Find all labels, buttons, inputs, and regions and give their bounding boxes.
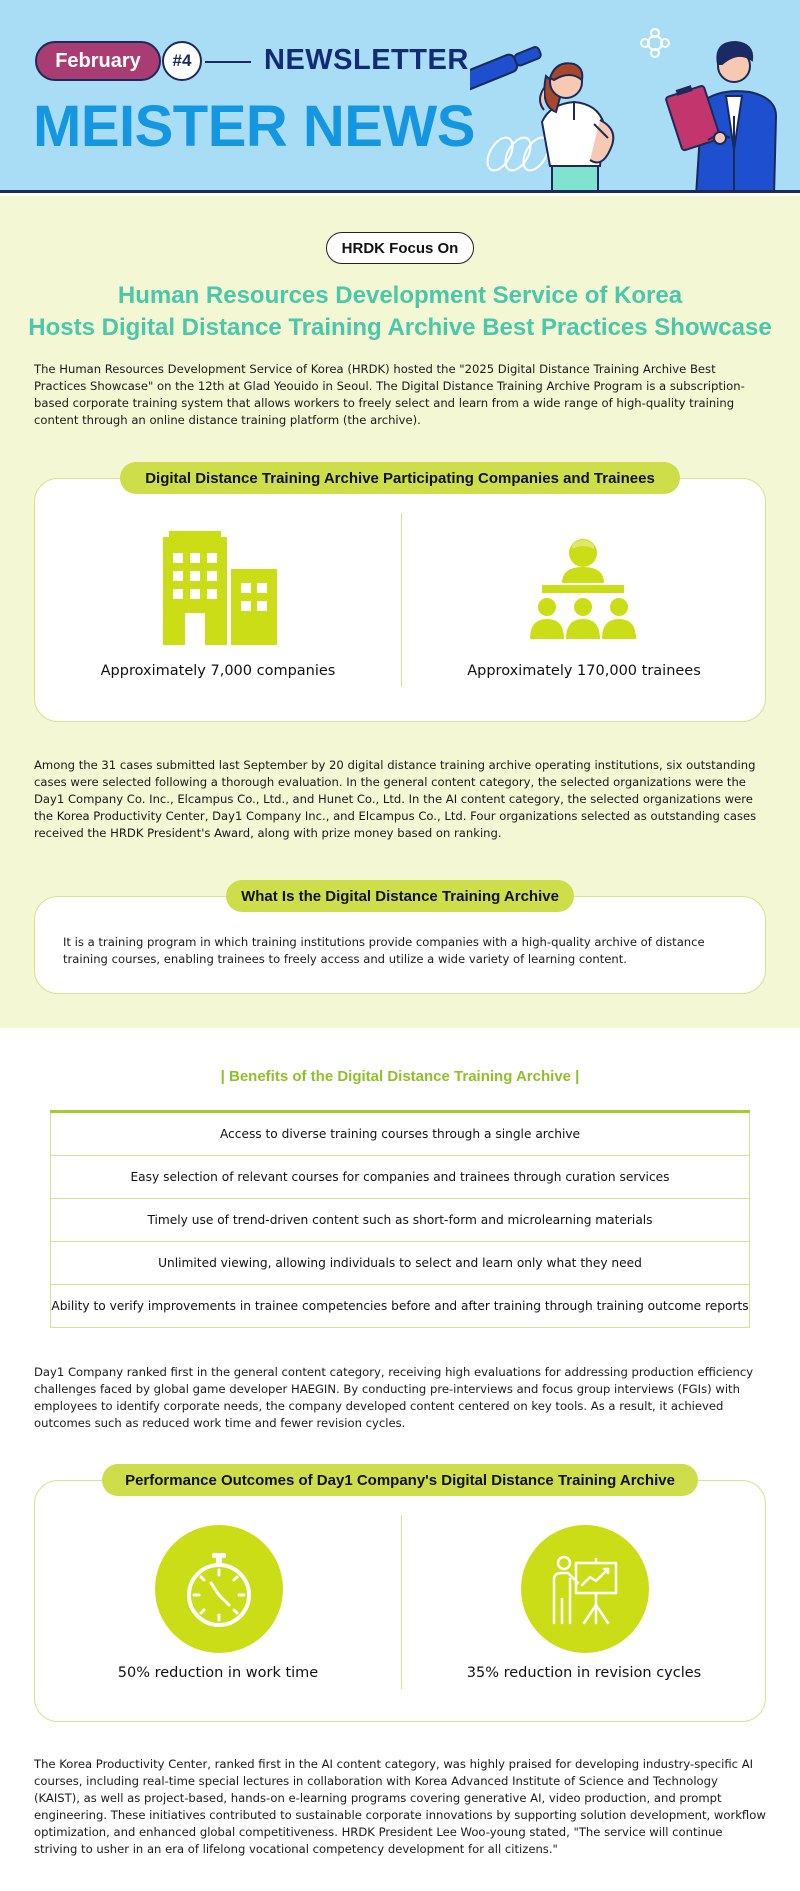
swirl-decoration [482,133,553,174]
what-is-body: It is a training program in which training institutions provide companies with a high-quality archive of distance training courses, enabling trainees to freely access and utilize a wide variety of learning content. [63,935,705,966]
buildings-icon [159,531,281,645]
benefits-table [50,1110,750,1328]
benefit-item: Ability to verify improvements in trainee competencies before and after training through training outcome reports [50,1285,750,1328]
header-illustration [470,20,800,193]
participants-card [34,478,766,722]
selection-paragraph: Among the 31 cases submitted last September by 20 digital distance training archive operating institutions, six outstanding cases were selected following a thorough evaluation. In the general content category, the selected organizations were the Day1 Company Co. Inc., Elcampus Co., Ltd., and Hunet Co., Ltd. In the AI content category, the selected organizations were the Korea Productivity Center, Day1 Company Inc., and Elcampus Co., Ltd. Four organizations selected as outstanding cases received the HRDK President's Award, along with prize money based on ranking. [34,758,757,840]
work-time-icon-circle [155,1525,283,1653]
benefit-item: Unlimited viewing, allowing individuals to select and learn only what they need [50,1242,750,1285]
what-is-card-title: What Is the Digital Distance Training Archive [226,880,574,912]
benefits-title: | Benefits of the Digital Distance Training Archive | [220,1068,580,1085]
headline-line-1: Human Resources Development Service of Korea [117,282,683,309]
article-headline [0,280,800,344]
man-with-clipboard [664,42,776,193]
work-time-reduction-label: 50% reduction in work time [117,1665,319,1681]
outcomes-card [34,1480,766,1722]
benefit-item: Easy selection of relevant courses for companies and trainees through curation services [50,1156,750,1199]
card-divider [401,1515,402,1689]
participants-card-title: Digital Distance Training Archive Participating Companies and Trainees [120,462,680,494]
sparkle-icon [641,29,669,57]
companies-count-label: Approximately 7,000 companies [100,663,336,679]
benefit-item: Timely use of trend-driven content such as short-form and microlearning materials [50,1199,750,1242]
issue-number-badge: #4 [162,41,202,81]
revision-icon-circle [521,1525,649,1653]
benefit-item: Access to diverse training courses through a single archive [50,1113,750,1156]
card-divider [401,513,402,687]
intro-paragraph: The Human Resources Development Service of Korea (HRDK) hosted the "2025 Digital Distance Training Archive Best Practices Showcase" on the 12th at Glad Yeouido in Seoul. The Digital Distance Training Archive Program is a subscription-based corporate training system that allows workers to freely select and learn from a wide range of high-quality training content through an online distance training platform (the archive). [34,362,745,427]
newsletter-header [0,0,800,193]
revision-reduction-label: 35% reduction in revision cycles [466,1665,702,1681]
header-divider-line [205,61,251,63]
presentation-audience-icon [528,535,638,639]
presenter-chart-icon [550,1553,620,1625]
masthead-title: MEISTER NEWS [33,94,475,159]
day1-paragraph: Day1 Company ranked first in the general content category, receiving high evaluations for addressing production efficiency challenges faced by global game developer HAEGIN. By conducting pre-interviews and focus group interviews (FGIs) with employees to identify corporate needs, the company developed content centered on key tools. As a result, it achieved outcomes such as reduced work time and fewer revision cycles. [34,1365,754,1430]
stopwatch-icon [183,1551,255,1627]
outcomes-card-title: Performance Outcomes of Day1 Company's Digital Distance Training Archive [102,1464,698,1496]
headline-line-2: Hosts Digital Distance Training Archive Best Practices Showcase [28,314,772,341]
trainees-count-label: Approximately 170,000 trainees [467,663,701,679]
month-badge: February [35,41,161,81]
newsletter-label: NEWSLETTER [264,44,469,76]
hrdk-focus-badge: HRDK Focus On [326,232,474,264]
closing-paragraph: The Korea Productivity Center, ranked first in the AI content category, was highly praised for developing industry-specific AI courses, including real-time special lectures in collaboration with Korea Advanced Institute of Science and Technology (KAIST), as well as project-based, hands-on e-learning programs covering generative AI, video production, and prompt engineering. These initiatives contributed to sustainable corporate innovations by supporting solution development, workflow optimization, and enhanced global competitiveness. HRDK President Lee Woo-young stated, "The service will continue striving to usher in an era of lifelong vocational competency development for all citizens." [34,1757,766,1856]
